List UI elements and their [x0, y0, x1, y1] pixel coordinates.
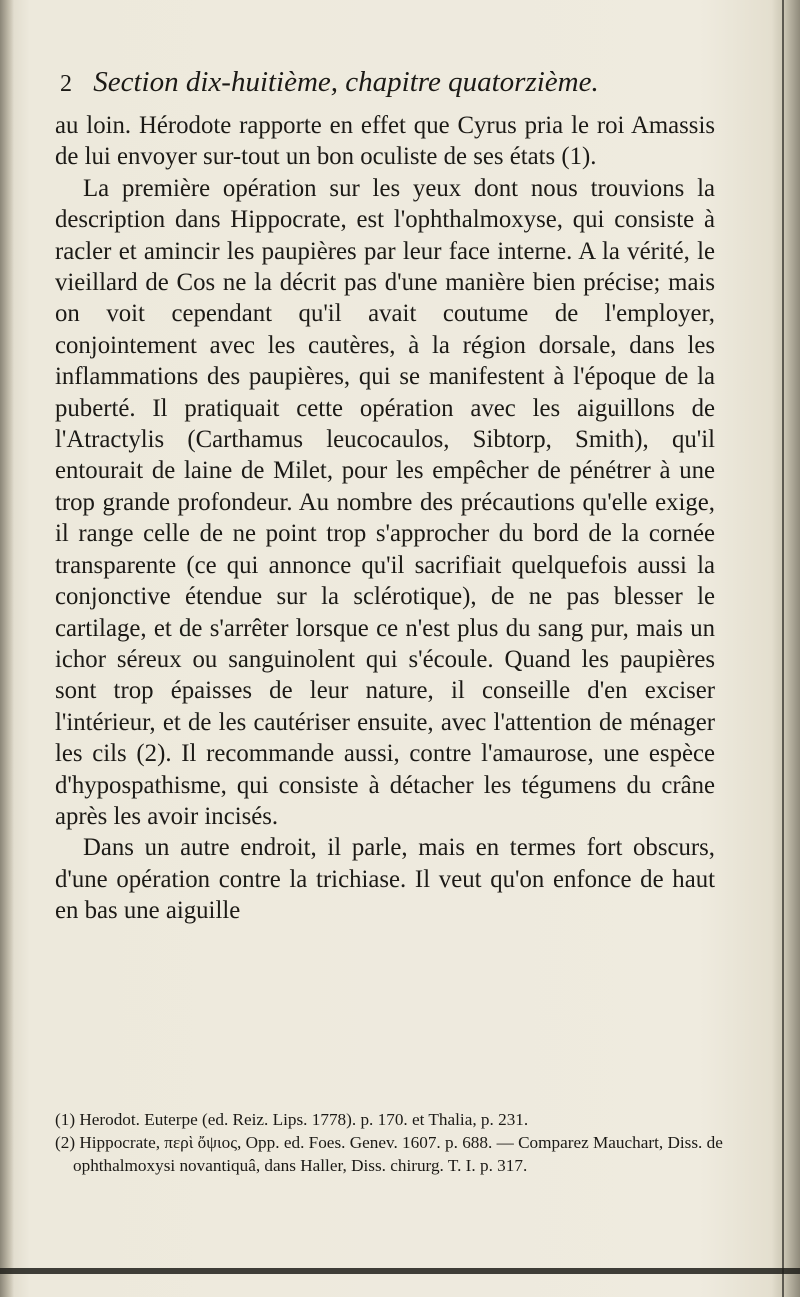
- footnotes: [55, 1108, 725, 1177]
- paragraph: La première opération sur les yeux dont nous trouvions la description dans Hippocrate, est l'ophthalmoxyse, qui consiste à racler et amincir les paupières par leur face interne. A la vérité, le vieillard de Cos ne la décrit pas d'une manière bien précise; mais on voit cependant qu'il avait coutume de l'employer, conjointement avec les cautères, à la région dorsale, dans les inflammations des paupières, qui se manifestent à l'époque de la puberté. Il pratiquait cette opération avec les aiguillons de l'Atractylis (Carthamus leucocaulos, Sibtorp, Smith), qu'il entourait de laine de Milet, pour les empêcher de pénétrer à une trop grande profondeur. Au nombre des précautions qu'elle exige, il range celle de ne point trop s'approcher du bord de la cornée transparente (ce qui annonce qu'il sacrifiait quelquefois aussi la conjonctive étendue sur la sclérotique), de ne pas blesser le cartilage, et de s'arrêter lorsque ce n'est plus du sang pur, mais un ichor séreux ou sanguinolent qui s'écoule. Quand les paupières sont trop épaisses de leur nature, il conseille d'en exciser l'intérieur, et de les cautériser ensuite, avec l'attention de ménager les cils (2). Il recommande aussi, contre l'amaurose, une espèce d'hypospathisme, qui consiste à détacher les tégumens du crâne après les avoir incisés.: [55, 174, 715, 830]
- footnote: (1) Herodot. Euterpe (ed. Reiz. Lips. 1778). p. 170. et Thalia, p. 231.: [55, 1110, 529, 1129]
- binding-shadow: [0, 0, 14, 1297]
- section-title: Section dix-huitième, chapitre quatorzième.: [93, 66, 599, 98]
- footnote: (2) Hippocrate, περὶ ὄψιος, Opp. ed. Foes. Genev. 1607. p. 688. — Comparez Mauchart, Diss. de ophthalmoxysi novantiquâ, dans Haller, Diss. chirurg. T. I. p. 317.: [55, 1133, 723, 1175]
- running-head: [60, 66, 720, 99]
- paragraph: Dans un autre endroit, il parle, mais en termes fort obscurs, d'une opération contre la trichiase. Il veut qu'on enfonce de haut en bas une aiguille: [55, 834, 715, 925]
- page-edge: [772, 0, 800, 1297]
- paragraph: au loin. Hérodote rapporte en effet que Cyrus pria le roi Amassis de lui envoyer sur-tout un bon oculiste de ses états (1).: [55, 112, 715, 171]
- page-number: 2: [60, 71, 72, 97]
- main-text: [55, 110, 715, 927]
- bottom-border-line: [0, 1268, 800, 1274]
- right-border-line: [782, 0, 784, 1297]
